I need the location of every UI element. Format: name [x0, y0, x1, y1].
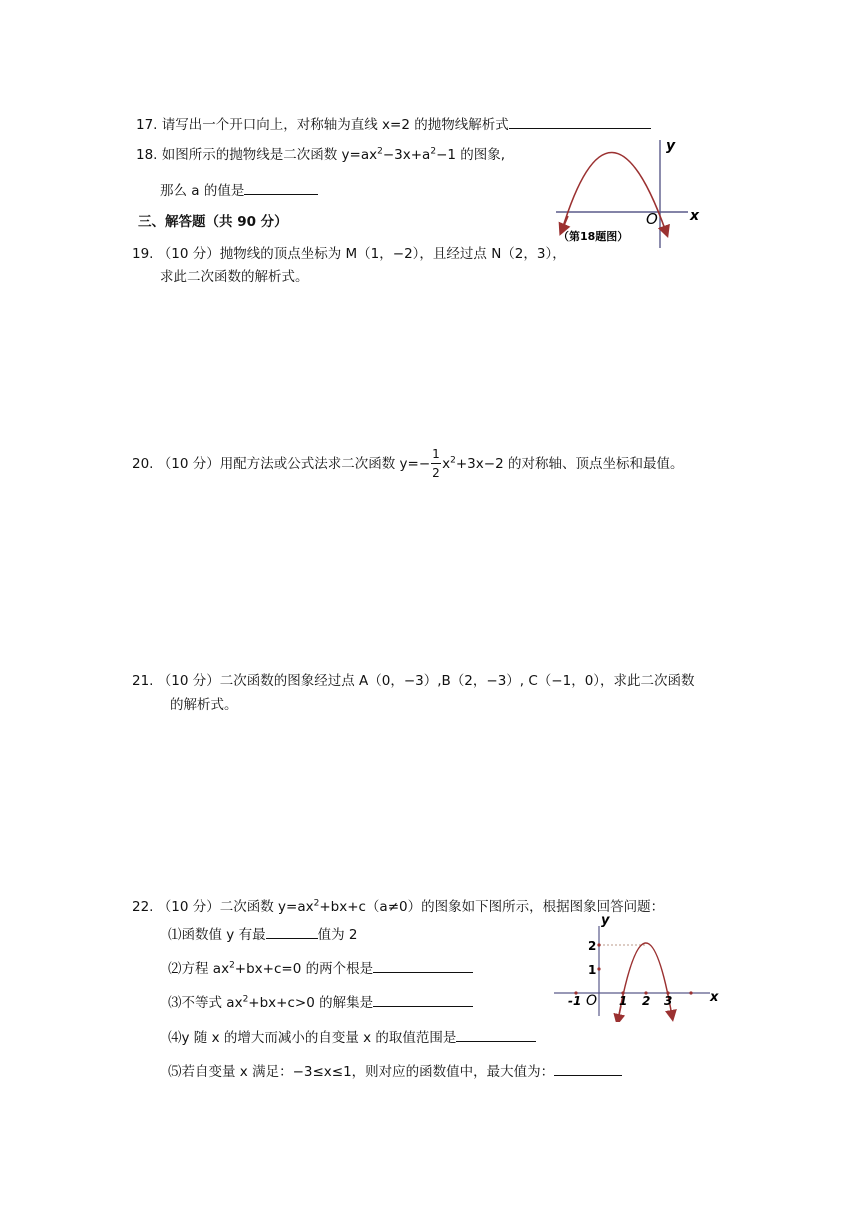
- parabola-left-arrow: [618, 1006, 621, 1020]
- answer-blank-22-3[interactable]: [373, 992, 473, 1007]
- section-3-title: 三、解答题（共 90 分）: [138, 214, 288, 230]
- question-17-text: 17. 请写出一个开口向上，对称轴为直线 x=2 的抛物线解析式: [136, 117, 509, 133]
- x-tick-3: 3: [664, 994, 673, 1008]
- question-22-item5: ⑸若自变量 x 满足：−3≤x≤1，则对应的函数值中，最大值为：: [168, 1061, 622, 1081]
- parabola-curve: [618, 943, 672, 1020]
- question-20: 20. （10 分）用配方法或公式法求二次函数 y=− $\frac{1}{2}$ $x^2+3x-2$ 的对称轴、顶点坐标和最值。: [132, 447, 684, 480]
- question-22-item4: ⑷y 随 x 的增大而减小的自变量 x 的取值范围是: [168, 1027, 536, 1047]
- figure-caption: （第18题图）: [558, 230, 629, 243]
- answer-blank-17[interactable]: [509, 114, 651, 129]
- question-21-line2: 的解析式。: [170, 697, 238, 713]
- x-tick-2: 2: [642, 994, 651, 1008]
- question-17: [136, 114, 651, 134]
- figure-22-parabola: [548, 912, 728, 1022]
- x-axis-label: x: [710, 990, 719, 1005]
- x-tick-neg1: -1: [568, 994, 582, 1008]
- question-18-line2: 那么 a 的值是: [160, 180, 318, 200]
- question-22-item2: ⑵方程 $ax^2+bx+c=0$ 的两个根是: [168, 958, 473, 978]
- question-22-item3: ⑶不等式 $ax^2+bx+c>0$ 的解集是: [168, 992, 473, 1012]
- y-tick-2: 2: [588, 939, 597, 953]
- origin-label: O: [586, 993, 598, 1009]
- question-19-line1: 19. （10 分）抛物线的顶点坐标为 M（1，−2），且经过点 N（2，3），: [132, 246, 566, 262]
- question-21-line1: 21. （10 分）二次函数的图象经过点 A（0，−3）,B（2，−3）, C（−1，0），求此二次函数: [132, 673, 695, 689]
- origin-label: O: [646, 210, 658, 228]
- question-22-item1: ⑴函数值 y 有最 值为 2: [168, 924, 357, 944]
- figure-18-parabola: [548, 134, 718, 250]
- answer-blank-22-2[interactable]: [373, 958, 473, 973]
- answer-blank-22-5[interactable]: [554, 1061, 622, 1076]
- x-tick-1: 1: [619, 994, 628, 1008]
- tick-dot: [597, 943, 600, 946]
- question-22-header: 22. （10 分）二次函数 $y=ax^2+bx+c(a\ne 0)$的图象如下图所示，根据图象回答问题：: [132, 898, 665, 915]
- answer-blank-18[interactable]: [244, 180, 318, 195]
- y-axis-label: y: [666, 138, 676, 154]
- fraction-half: $\frac{1}{2}$: [432, 447, 440, 480]
- y-axis-label: y: [601, 913, 610, 928]
- y-tick-1: 1: [588, 963, 597, 977]
- question-19-line2: 求此二次函数的解析式。: [160, 269, 309, 285]
- question-18-line1: 18. 如图所示的抛物线是二次函数 $y=ax^2-3x+a^2-1$ 的图象,: [136, 146, 506, 163]
- tick-dot: [597, 967, 600, 970]
- x-axis-label: x: [690, 208, 700, 224]
- answer-blank-22-1[interactable]: [266, 924, 318, 939]
- tick-dot: [689, 991, 692, 994]
- answer-blank-22-4[interactable]: [456, 1027, 536, 1042]
